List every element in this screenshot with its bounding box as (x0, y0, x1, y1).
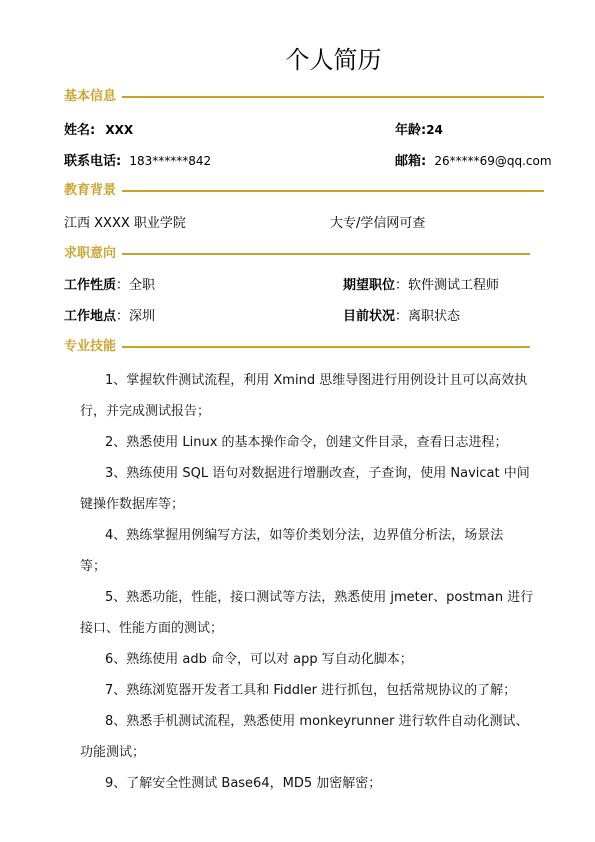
name-value: XXX (105, 123, 134, 137)
skill-item-4: 4、熟练掌握用例编写方法，如等价类划分法，边界值分析法，场景法 (105, 528, 504, 543)
skills-list (80, 365, 558, 799)
section-skills (64, 337, 530, 357)
section-title: 基本信息 (64, 89, 117, 104)
skill-item-9: 9、了解安全性测试 Base64，MD5 加密解密； (105, 776, 382, 791)
skill-item-2: 2、熟悉使用 Linux 的基本操作命令，创建文件目录，查看日志进程； (105, 435, 508, 450)
skill-item-6: 6、熟练使用 adb 命令，可以对 app 写自动化脚本； (105, 652, 413, 667)
name-field (64, 120, 133, 141)
position-label: 期望职位 (343, 278, 396, 293)
skill-item-5-cont: 接口、性能方面的测试； (80, 621, 224, 636)
phone-field (64, 151, 211, 172)
section-basic-info (64, 87, 544, 107)
skill-item-7: 7、熟练浏览器开发者工具和 Fiddler 进行抓包，包括常规协议的了解； (105, 683, 517, 698)
skill-item-3: 3、熟练使用 SQL 语句对数据进行增删改查，子查询，使用 Navicat 中间 (105, 466, 530, 481)
section-divider (122, 346, 530, 348)
section-title: 专业技能 (64, 339, 117, 354)
section-divider (122, 96, 544, 98)
email-label: 邮箱: (395, 154, 427, 169)
position-value: 软件测试工程师 (408, 278, 500, 293)
skill-item-4-cont: 等； (80, 559, 107, 574)
status-label: 目前状况 (343, 309, 396, 324)
skill-item-8: 8、熟悉手机测试流程，熟悉使用 monkeyrunner 进行软件自动化测试、 (105, 714, 529, 729)
skill-item-8-cont: 功能测试； (80, 745, 146, 760)
name-label: 姓名: (64, 123, 96, 138)
skill-item-3-cont: 键操作数据库等； (80, 497, 185, 512)
location-label: 工作地点 (64, 309, 117, 324)
section-divider (122, 190, 544, 192)
phone-label: 联系电话: (64, 154, 122, 169)
location-field: 工作地点：深圳 (64, 309, 156, 324)
age-value: 24 (426, 123, 443, 137)
section-job-intention (64, 244, 530, 264)
age-label: 年龄: (395, 123, 427, 138)
position-field: 期望职位：软件测试工程师 (343, 278, 500, 293)
location-value: 深圳 (129, 309, 156, 324)
section-title: 教育背景 (64, 183, 117, 198)
work-type-field: 工作性质：全职 (64, 278, 156, 293)
age-field (395, 120, 443, 141)
work-type-value: 全职 (129, 278, 156, 293)
email-field (395, 151, 552, 172)
skill-item-1-cont: 行，并完成测试报告； (80, 404, 211, 419)
page-title: 个人简历 (285, 46, 382, 74)
status-value: 离职状态 (408, 309, 461, 324)
skill-item-5: 5、熟悉功能，性能，接口测试等方法，熟悉使用 jmeter、postman 进行 (105, 590, 534, 605)
phone-value: 183******842 (129, 154, 212, 168)
status-field: 目前状况：离职状态 (343, 309, 461, 324)
section-title: 求职意向 (64, 246, 117, 261)
education-school: 江西 XXXX 职业学院 (64, 216, 186, 231)
section-education (64, 181, 544, 201)
section-divider (122, 253, 530, 255)
email-value: 26*****69@qq.com (434, 154, 552, 168)
education-degree: 大专/学信网可查 (330, 216, 426, 231)
work-type-label: 工作性质 (64, 278, 117, 293)
skill-item-1: 1、掌握软件测试流程，利用 Xmind 思维导图进行用例设计且可以高效执 (105, 373, 528, 388)
